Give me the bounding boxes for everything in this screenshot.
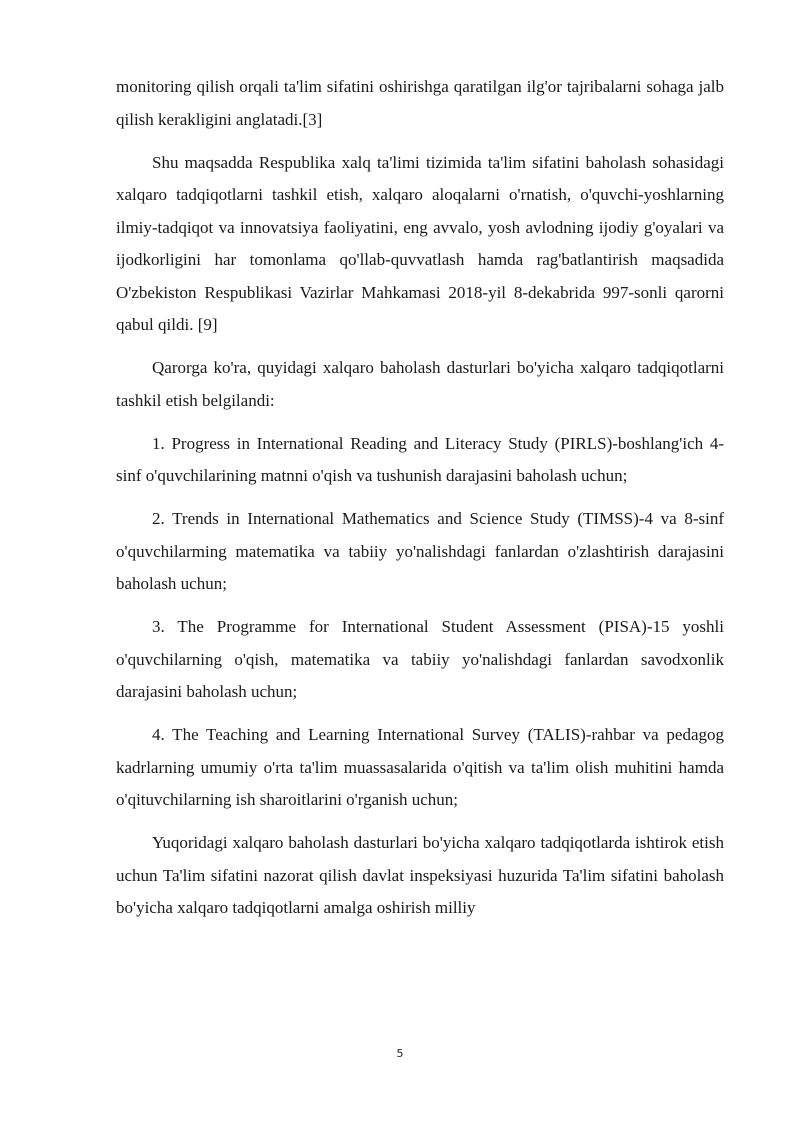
body-text: [116, 71, 724, 935]
list-item-pirls: 1. Progress in International Reading and Literacy Study (PIRLS)-boshlang'ich 4-sinf o'quvchilarining matnni o'qish va tushunish darajasini baholash uchun;: [116, 433, 724, 485]
paragraph-programs-intro: Qarorga ko'ra, quyidagi xalqaro baholash dasturlari bo'yicha xalqaro tadqiqotlarni tashkil etish belgilandi:: [116, 358, 724, 410]
paragraph-continuation: monitoring qilish orqali ta'lim sifatini oshirishga qaratilgan ilg'or tajribalarni sohaga jalb qilish kerakligini anglatadi.[3]: [116, 77, 724, 129]
paragraph-resolution-intro: Shu maqsadda Respublika xalq ta'limi tizimida ta'lim sifatini baholash sohasidagi xalqaro tadqiqotlarni tashkil etish, xalqaro aloqalarni o'rnatish, o'quvchi-yoshlarning ilmiy-tadqiqot va innovatsiya faoliyatini, eng avvalo, yosh avlodning ijodiy g'oyalari va ijodkorligini har tomonlama qo'llab-quvvatlash hamda rag'batlantirish maqsadida O'zbekiston Respublikasi Vazirlar Mahkamasi 2018-yil 8-dekabrida 997-sonli qarorni qabul qildi. [9]: [116, 152, 724, 334]
list-item-talis: 4. The Teaching and Learning International Survey (TALIS)-rahbar va pedagog kadrlarning umumiy o'rta ta'lim muassasalarida o'qitish va ta'lim olish muhitini hamda o'qituvchilarning ish sharoitlarini o'rganish uchun;: [116, 725, 724, 809]
list-item-timss: 2. Trends in International Mathematics and Science Study (TIMSS)-4 va 8-sinf o'quvchilarming matematika va tabiiy yo'nalishdagi fanlardan o'zlashtirish darajasini baholash uchun;: [116, 509, 724, 593]
list-item-pisa: 3. The Programme for International Student Assessment (PISA)-15 yoshli o'quvchilarning o'qish, matematika va tabiiy yo'nalishdagi fanlardan savodxonlik darajasini baholash uchun;: [116, 617, 724, 701]
paragraph-participation: Yuqoridagi xalqaro baholash dasturlari bo'yicha xalqaro tadqiqotlarda ishtirok etish uchun Ta'lim sifatini nazorat qilish davlat inspeksiyasi huzurida Ta'lim sifatini baholash bo'yicha xalqaro tadqiqotlarni amalga oshirish milliy: [116, 833, 724, 917]
page-number: 5: [396, 1047, 404, 1060]
